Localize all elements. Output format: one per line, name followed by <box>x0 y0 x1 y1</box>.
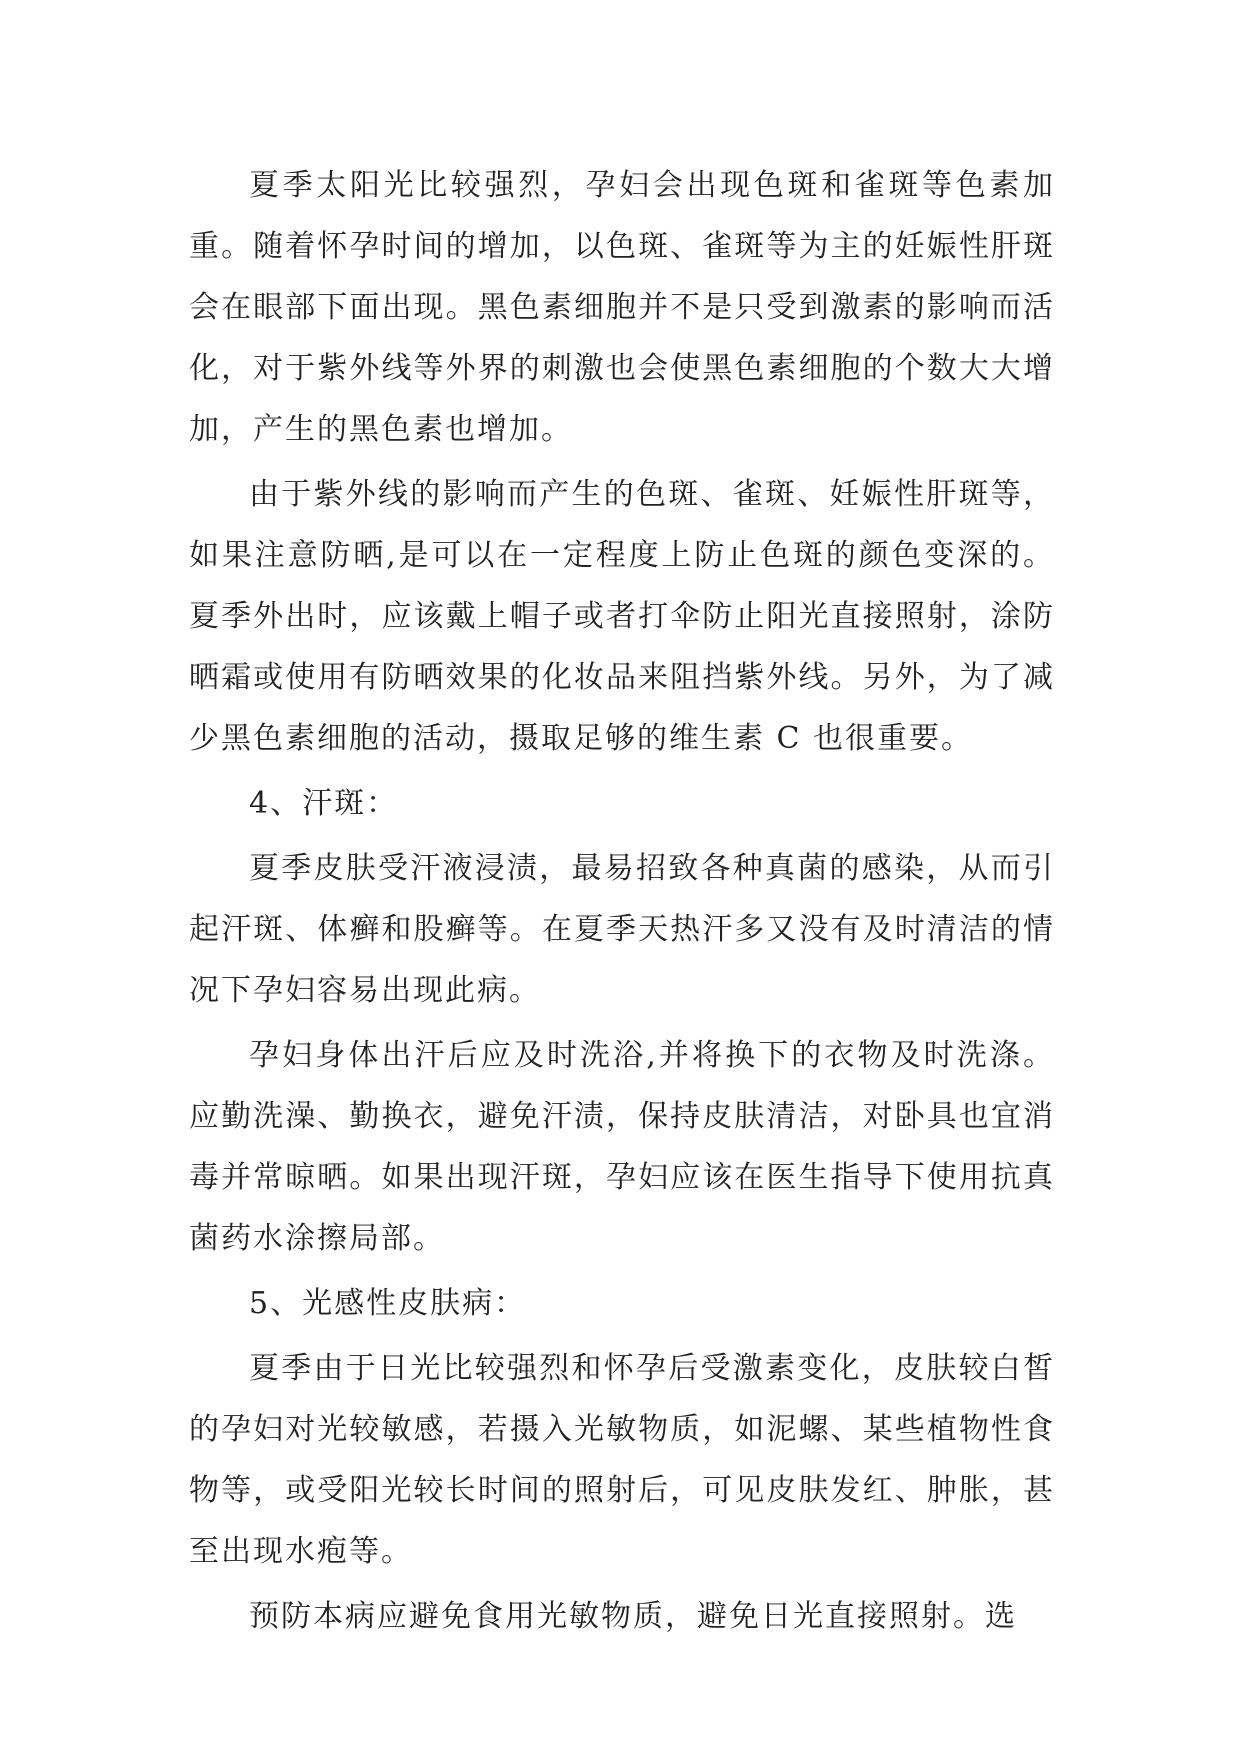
paragraph-sweat-spots-care: 孕妇身体出汗后应及时洗浴,并将换下的衣物及时洗涤。应勤洗澡、勤换衣，避免汗渍，保持皮肤清洁，对卧具也宜消毒并常晾晒。如果出现汗斑，孕妇应该在医生指导下使用抗真菌药水涂擦局部。 <box>189 1038 1055 1256</box>
paragraph-sun-protection: 由于紫外线的影响而产生的色斑、雀斑、妊娠性肝斑等，如果注意防晒,是可以在一定程度上防止色斑的颜色变深的。夏季外出时，应该戴上帽子或者打伞防止阳光直接照射，涂防晒霜或使用有防晒效果的化妆品来阻挡紫外线。另外，为了减少黑色素细胞的活动，摄取足够的维生素 C 也很重要。 <box>189 477 1055 756</box>
paragraph-photosensitive-prevention: 预防本病应避免食用光敏物质，避免日光直接照射。选 <box>249 1599 1017 1634</box>
paragraph-sweat-spots-cause: 夏季皮肤受汗液浸渍，最易招致各种真菌的感染，从而引起汗斑、体癣和股癣等。在夏季天热汗多又没有及时清洁的情况下孕妇容易出现此病。 <box>189 851 1055 1008</box>
section-heading-photosensitive: 5、光感性皮肤病： <box>249 1286 527 1321</box>
paragraph-photosensitive-cause: 夏季由于日光比较强烈和怀孕后受激素变化，皮肤较白皙的孕妇对光较敏感，若摄入光敏物质，如泥螺、某些植物性食物等，或受阳光较长时间的照射后，可见皮肤发红、肿胀，甚至出现水疱等。 <box>189 1351 1055 1569</box>
section-heading-sweat-spots: 4、汗斑： <box>249 786 399 821</box>
body-text <box>189 155 1055 1651</box>
paragraph-pigmentation: 夏季太阳光比较强烈，孕妇会出现色斑和雀斑等色素加重。随着怀孕时间的增加，以色斑、雀斑等为主的妊娠性肝斑会在眼部下面出现。黑色素细胞并不是只受到激素的影响而活化，对于紫外线等外界的刺激也会使黑色素细胞的个数大大增加，产生的黑色素也增加。 <box>189 168 1055 447</box>
